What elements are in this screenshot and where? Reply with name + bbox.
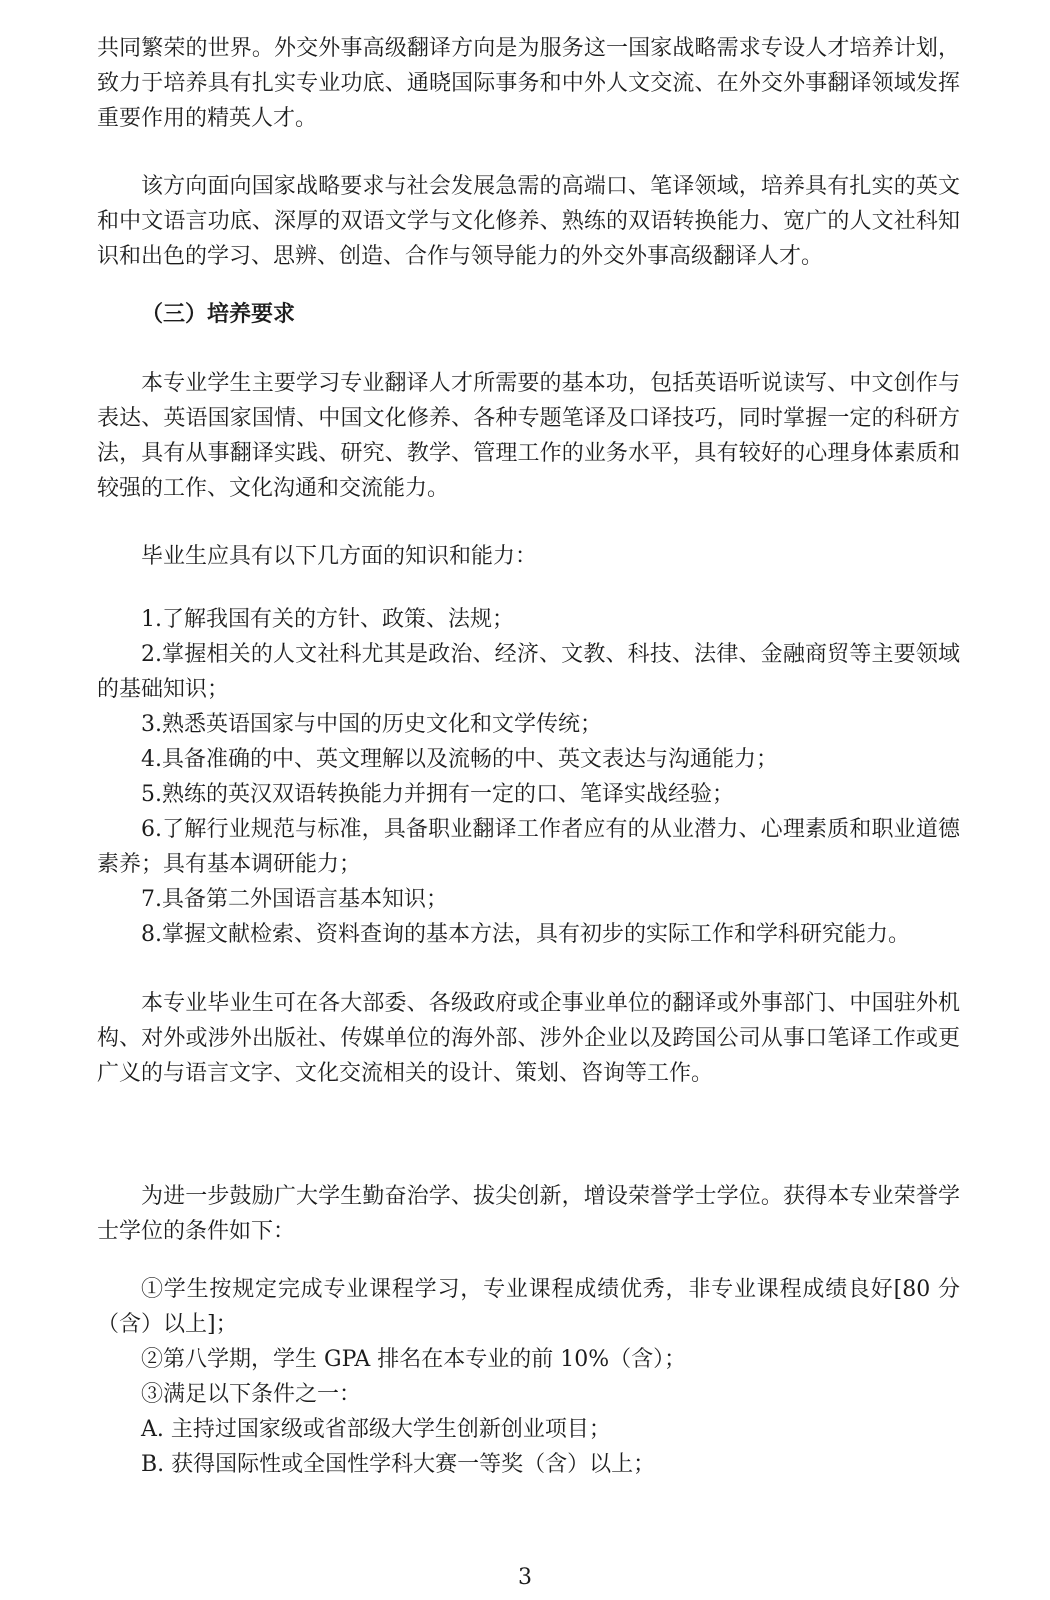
requirement-item-7: 7.具备第二外国语言基本知识； xyxy=(141,887,448,912)
paragraph-basic-skills: 本专业学生主要学习专业翻译人才所需要的基本功，包括英语听说读写、中文创作与表达、英语国家国情、中国文化修养、各种专题笔译及口译技巧，同时掌握一定的科研方法，具有从事翻译实践、研究、教学、管理工作的业务水平，具有较好的心理身体素质和较强的工作、文化沟通和交流能力。 xyxy=(97,371,960,501)
requirement-item-4: 4.具备准确的中、英文理解以及流畅的中、英文表达与沟通能力； xyxy=(141,747,778,772)
requirement-item-1: 1.了解我国有关的方针、政策、法规； xyxy=(141,607,514,632)
requirement-item-2: 2.掌握相关的人文社科尤其是政治、经济、文教、科技、法律、金融商贸等主要领域的基础知识； xyxy=(97,642,960,702)
honors-condition-3b: B. 获得国际性或全国性学科大赛一等奖（含）以上； xyxy=(141,1452,656,1477)
honors-condition-1: ①学生按规定完成专业课程学习，专业课程成绩优秀，非专业课程成绩良好[80 分（含）以上]； xyxy=(97,1277,960,1337)
page-number: 3 xyxy=(518,1565,532,1590)
honors-condition-3a: A. 主持过国家级或省部级大学生创新创业项目； xyxy=(141,1417,611,1442)
paragraph-continuation: 共同繁荣的世界。外交外事高级翻译方向是为服务这一国家战略需求专设人才培养计划，致力于培养具有扎实专业功底、通晓国际事务和中外人文交流、在外交外事翻译领域发挥重要作用的精英人才。 xyxy=(97,36,960,131)
paragraph-career-prospects: 本专业毕业生可在各大部委、各级政府或企事业单位的翻译或外事部门、中国驻外机构、对外或涉外出版社、传媒单位的海外部、涉外企业以及跨国公司从事口笔译工作或更广义的与语言文字、文化交流相关的设计、策划、咨询等工作。 xyxy=(97,991,960,1086)
paragraph-direction-intro: 该方向面向国家战略要求与社会发展急需的高端口、笔译领域，培养具有扎实的英文和中文语言功底、深厚的双语文学与文化修养、熟练的双语转换能力、宽广的人文社科知识和出色的学习、思辨、创造、合作与领导能力的外交外事高级翻译人才。 xyxy=(97,174,960,269)
paragraph-graduate-lead: 毕业生应具有以下几方面的知识和能力： xyxy=(141,544,538,569)
section-heading-training-requirements: （三）培养要求 xyxy=(141,301,296,327)
requirement-item-3: 3.熟悉英语国家与中国的历史文化和文学传统； xyxy=(141,712,602,737)
requirement-item-8: 8.掌握文献检索、资料查询的基本方法，具有初步的实际工作和学科研究能力。 xyxy=(141,922,910,947)
paragraph-honors-intro: 为进一步鼓励广大学生勤奋治学、拔尖创新，增设荣誉学士学位。获得本专业荣誉学士学位的条件如下： xyxy=(97,1184,960,1244)
requirement-item-5: 5.熟练的英汉双语转换能力并拥有一定的口、笔译实战经验； xyxy=(141,782,734,807)
honors-condition-2: ②第八学期，学生 GPA 排名在本专业的前 10%（含）； xyxy=(141,1347,687,1372)
honors-condition-3: ③满足以下条件之一： xyxy=(141,1382,362,1407)
requirement-item-6: 6.了解行业规范与标准，具备职业翻译工作者应有的从业潜力、心理素质和职业道德素养；具有基本调研能力； xyxy=(97,817,960,877)
